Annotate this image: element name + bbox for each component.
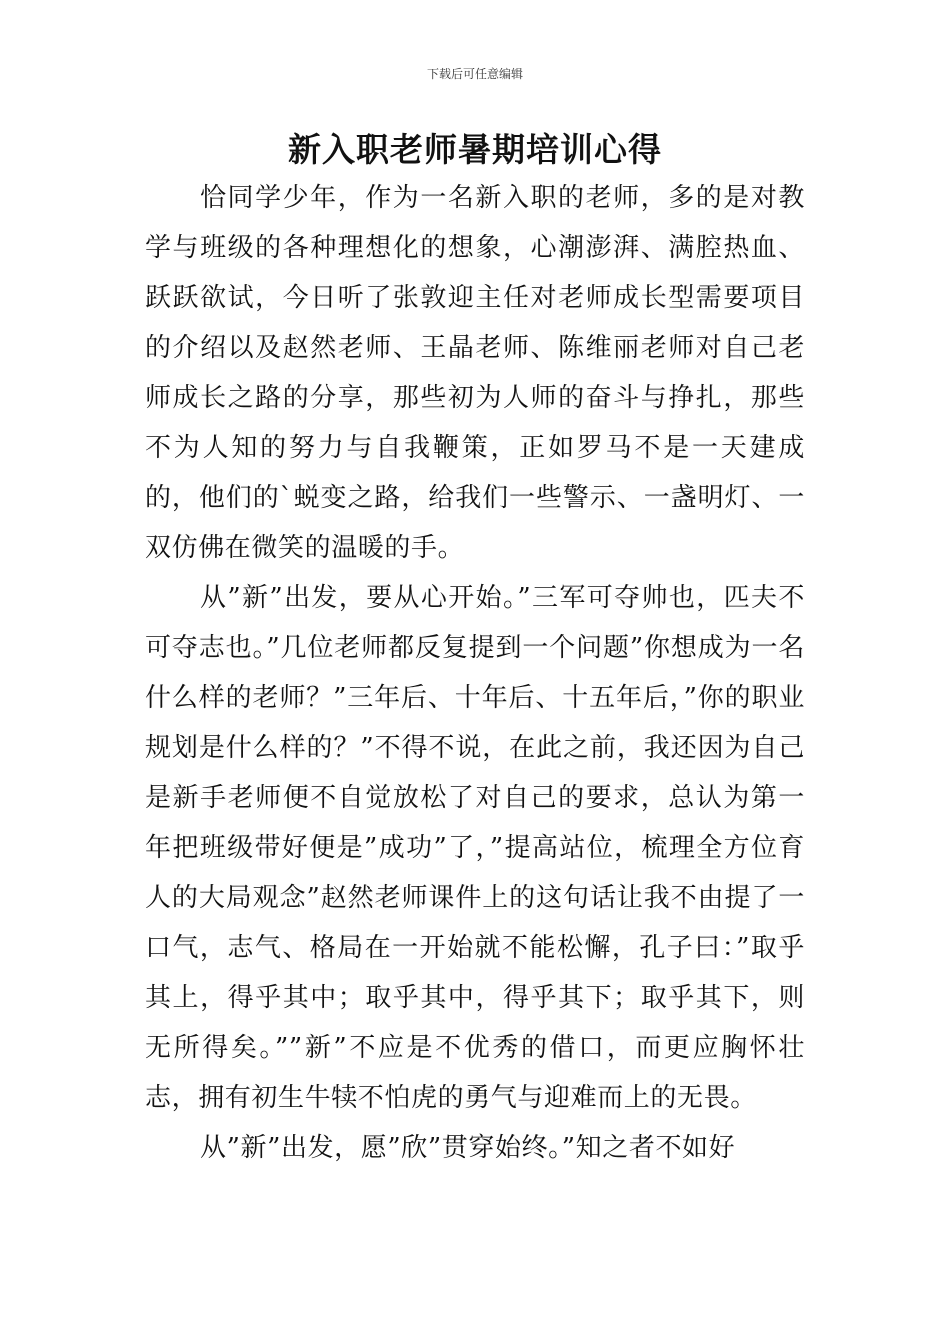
- paragraph-3: 从”新”出发，愿”欣”贯穿始终。”知之者不如好: [200, 1133, 736, 1163]
- document-title: 新入职老师暑期培训心得: [288, 130, 662, 169]
- paragraph-1: 恰同学少年，作为一名新入职的老师，多的是对教学与班级的各种理想化的想象，心潮澎湃、满腔热血、跃跃欲试，今日听了张敦迎主任对老师成长型需要项目的介绍以及赵然老师、王晶老师、陈维丽老师对自己老师成长之路的分享，那些初为人师的奋斗与挣扎，那些不为人知的努力与自我鞭策，正如罗马不是一天建成的，他们的`蜕变之路，给我们一些警示、一盏明灯、一双仿佛在微笑的温暖的手。: [145, 183, 805, 563]
- paragraph-2: 从”新”出发，要从心开始。”三军可夺帅也，匹夫不可夺志也。”几位老师都反复提到一个问题”你想成为一名什么样的老师？”三年后、十年后、十五年后，”你的职业规划是什么样的？”不得不说，在此之前，我还因为自己是新手老师便不自觉放松了对自己的要求，总认为第一年把班级带好便是”成功”了，”提高站位，梳理全方位育人的大局观念”赵然老师课件上的这句话让我不由提了一口气，志气、格局在一开始就不能松懈，孔子曰：”取乎其上，得乎其中；取乎其中，得乎其下；取乎其下，则无所得矣。””新”不应是不优秀的借口，而更应胸怀壮志，拥有初生牛犊不怕虎的勇气与迎难而上的无畏。: [145, 583, 805, 1113]
- header-note: 下载后可任意编辑: [426, 67, 523, 81]
- document-body: [145, 173, 805, 1173]
